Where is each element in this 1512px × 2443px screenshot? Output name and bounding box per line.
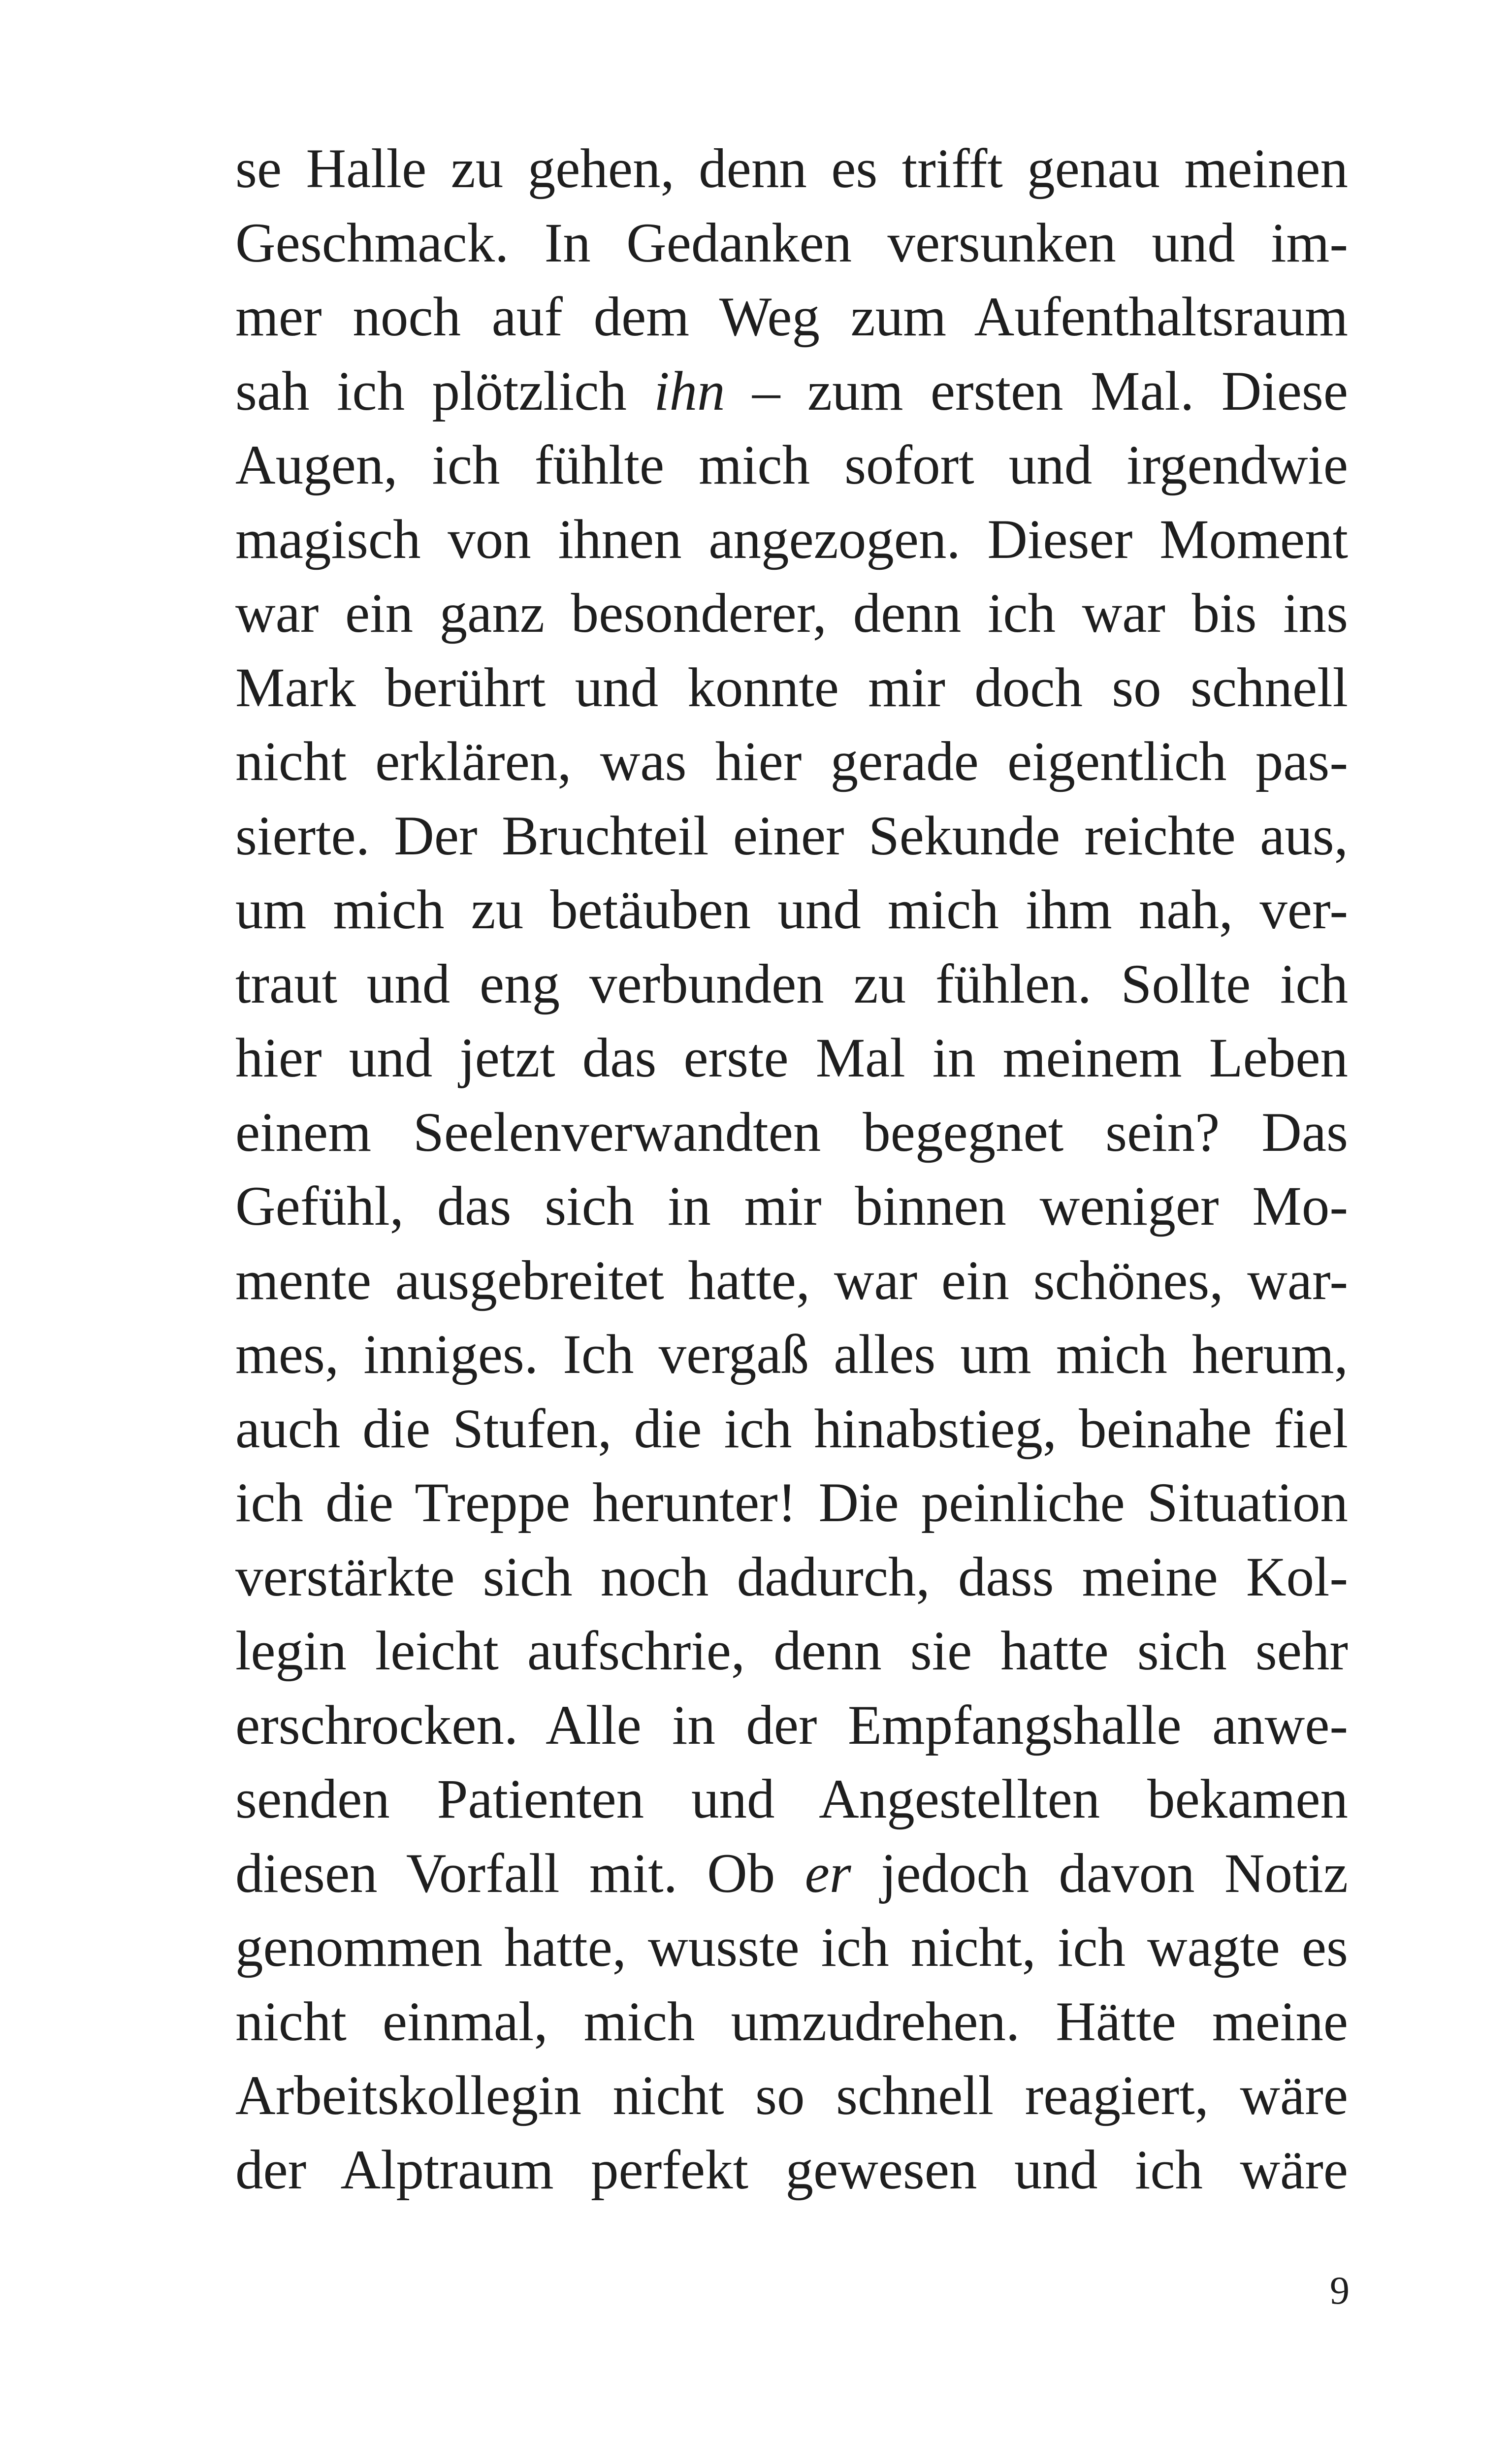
text-run: senden Patienten und Angestellten bekamen [235, 1768, 1348, 1830]
italic-run: er [804, 1842, 851, 1904]
text-line [235, 503, 1348, 577]
text-line [235, 1392, 1348, 1466]
text-run: der Alptraum perfekt gewesen und ich wäre [235, 2139, 1348, 2201]
text-line [235, 1466, 1348, 1540]
text-run: ich die Treppe herunter! Die peinliche Situation [235, 1472, 1348, 1533]
text-line [235, 1540, 1348, 1615]
text-run: jedoch davon Notiz [851, 1842, 1348, 1904]
text-line [235, 1689, 1348, 1763]
text-line [235, 947, 1348, 1022]
text-run: Geschmack. In Gedanken versunken und im- [235, 212, 1348, 274]
text-line [235, 280, 1348, 355]
text-run: Arbeitskollegin nicht so schnell reagiert, wäre [235, 2065, 1348, 2126]
text-run: mer noch auf dem Weg zum Aufenthaltsraum [235, 286, 1348, 348]
text-run: sah ich plötzlich [235, 360, 654, 422]
text-run: einem Seelenverwandten begegnet sein? Das [235, 1101, 1348, 1163]
italic-run: ihn [654, 360, 725, 422]
text-run: um mich zu betäuben und mich ihm nah, ver- [235, 879, 1348, 941]
text-line [235, 206, 1348, 281]
text-line [235, 1985, 1348, 2059]
text-run: Augen, ich fühlte mich sofort und irgendwie [235, 434, 1348, 496]
text-line [235, 651, 1348, 725]
text-run: war ein ganz besonderer, denn ich war bis ins [235, 583, 1348, 644]
text-line [235, 1318, 1348, 1392]
text-run: nicht einmal, mich umzudrehen. Hätte meine [235, 1990, 1348, 2052]
text-line [235, 577, 1348, 651]
text-line [235, 1096, 1348, 1170]
text-run: hier und jetzt das erste Mal in meinem Leben [235, 1027, 1348, 1089]
text-run: sierte. Der Bruchteil einer Sekunde reichte aus, [235, 805, 1348, 867]
text-line [235, 1911, 1348, 1985]
text-run: erschrocken. Alle in der Empfangshalle anwe- [235, 1694, 1348, 1756]
text-line [235, 725, 1348, 799]
text-line [235, 355, 1348, 429]
text-line [235, 1170, 1348, 1244]
text-line [235, 873, 1348, 947]
text-run: auch die Stufen, die ich hinabstieg, beinahe fiel [235, 1398, 1348, 1460]
text-run: legin leicht aufschrie, denn sie hatte sich sehr [235, 1620, 1348, 1682]
text-line [235, 799, 1348, 874]
page-number: 9 [1330, 2269, 1350, 2313]
text-run: mes, inniges. Ich vergaß alles um mich herum, [235, 1324, 1348, 1385]
text-line [235, 2059, 1348, 2133]
text-run: diesen Vorfall mit. Ob [235, 1842, 805, 1904]
text-line [235, 428, 1348, 503]
text-run: traut und eng verbunden zu fühlen. Sollte ich [235, 953, 1348, 1015]
text-line [235, 1021, 1348, 1096]
text-line [235, 2133, 1348, 2208]
body-text [235, 132, 1348, 2207]
text-run: genommen hatte, wusste ich nicht, ich wagte es [235, 1917, 1348, 1978]
text-line [235, 1837, 1348, 1911]
text-line [235, 1762, 1348, 1837]
text-line [235, 132, 1348, 206]
text-line [235, 1614, 1348, 1689]
text-run: Gefühl, das sich in mir binnen weniger Mo- [235, 1175, 1348, 1237]
text-run: magisch von ihnen angezogen. Dieser Moment [235, 508, 1348, 570]
text-line [235, 1244, 1348, 1318]
text-run: se Halle zu gehen, denn es trifft genau meinen [235, 138, 1348, 199]
text-run: nicht erklären, was hier gerade eigentlich pas- [235, 731, 1348, 792]
text-run: verstärkte sich noch dadurch, dass meine Kol- [235, 1546, 1348, 1608]
text-run: Mark berührt und konnte mir doch so schnell [235, 656, 1348, 718]
text-run: mente ausgebreitet hatte, war ein schönes, war- [235, 1249, 1348, 1311]
text-run: – zum ersten Mal. Diese [725, 360, 1348, 422]
